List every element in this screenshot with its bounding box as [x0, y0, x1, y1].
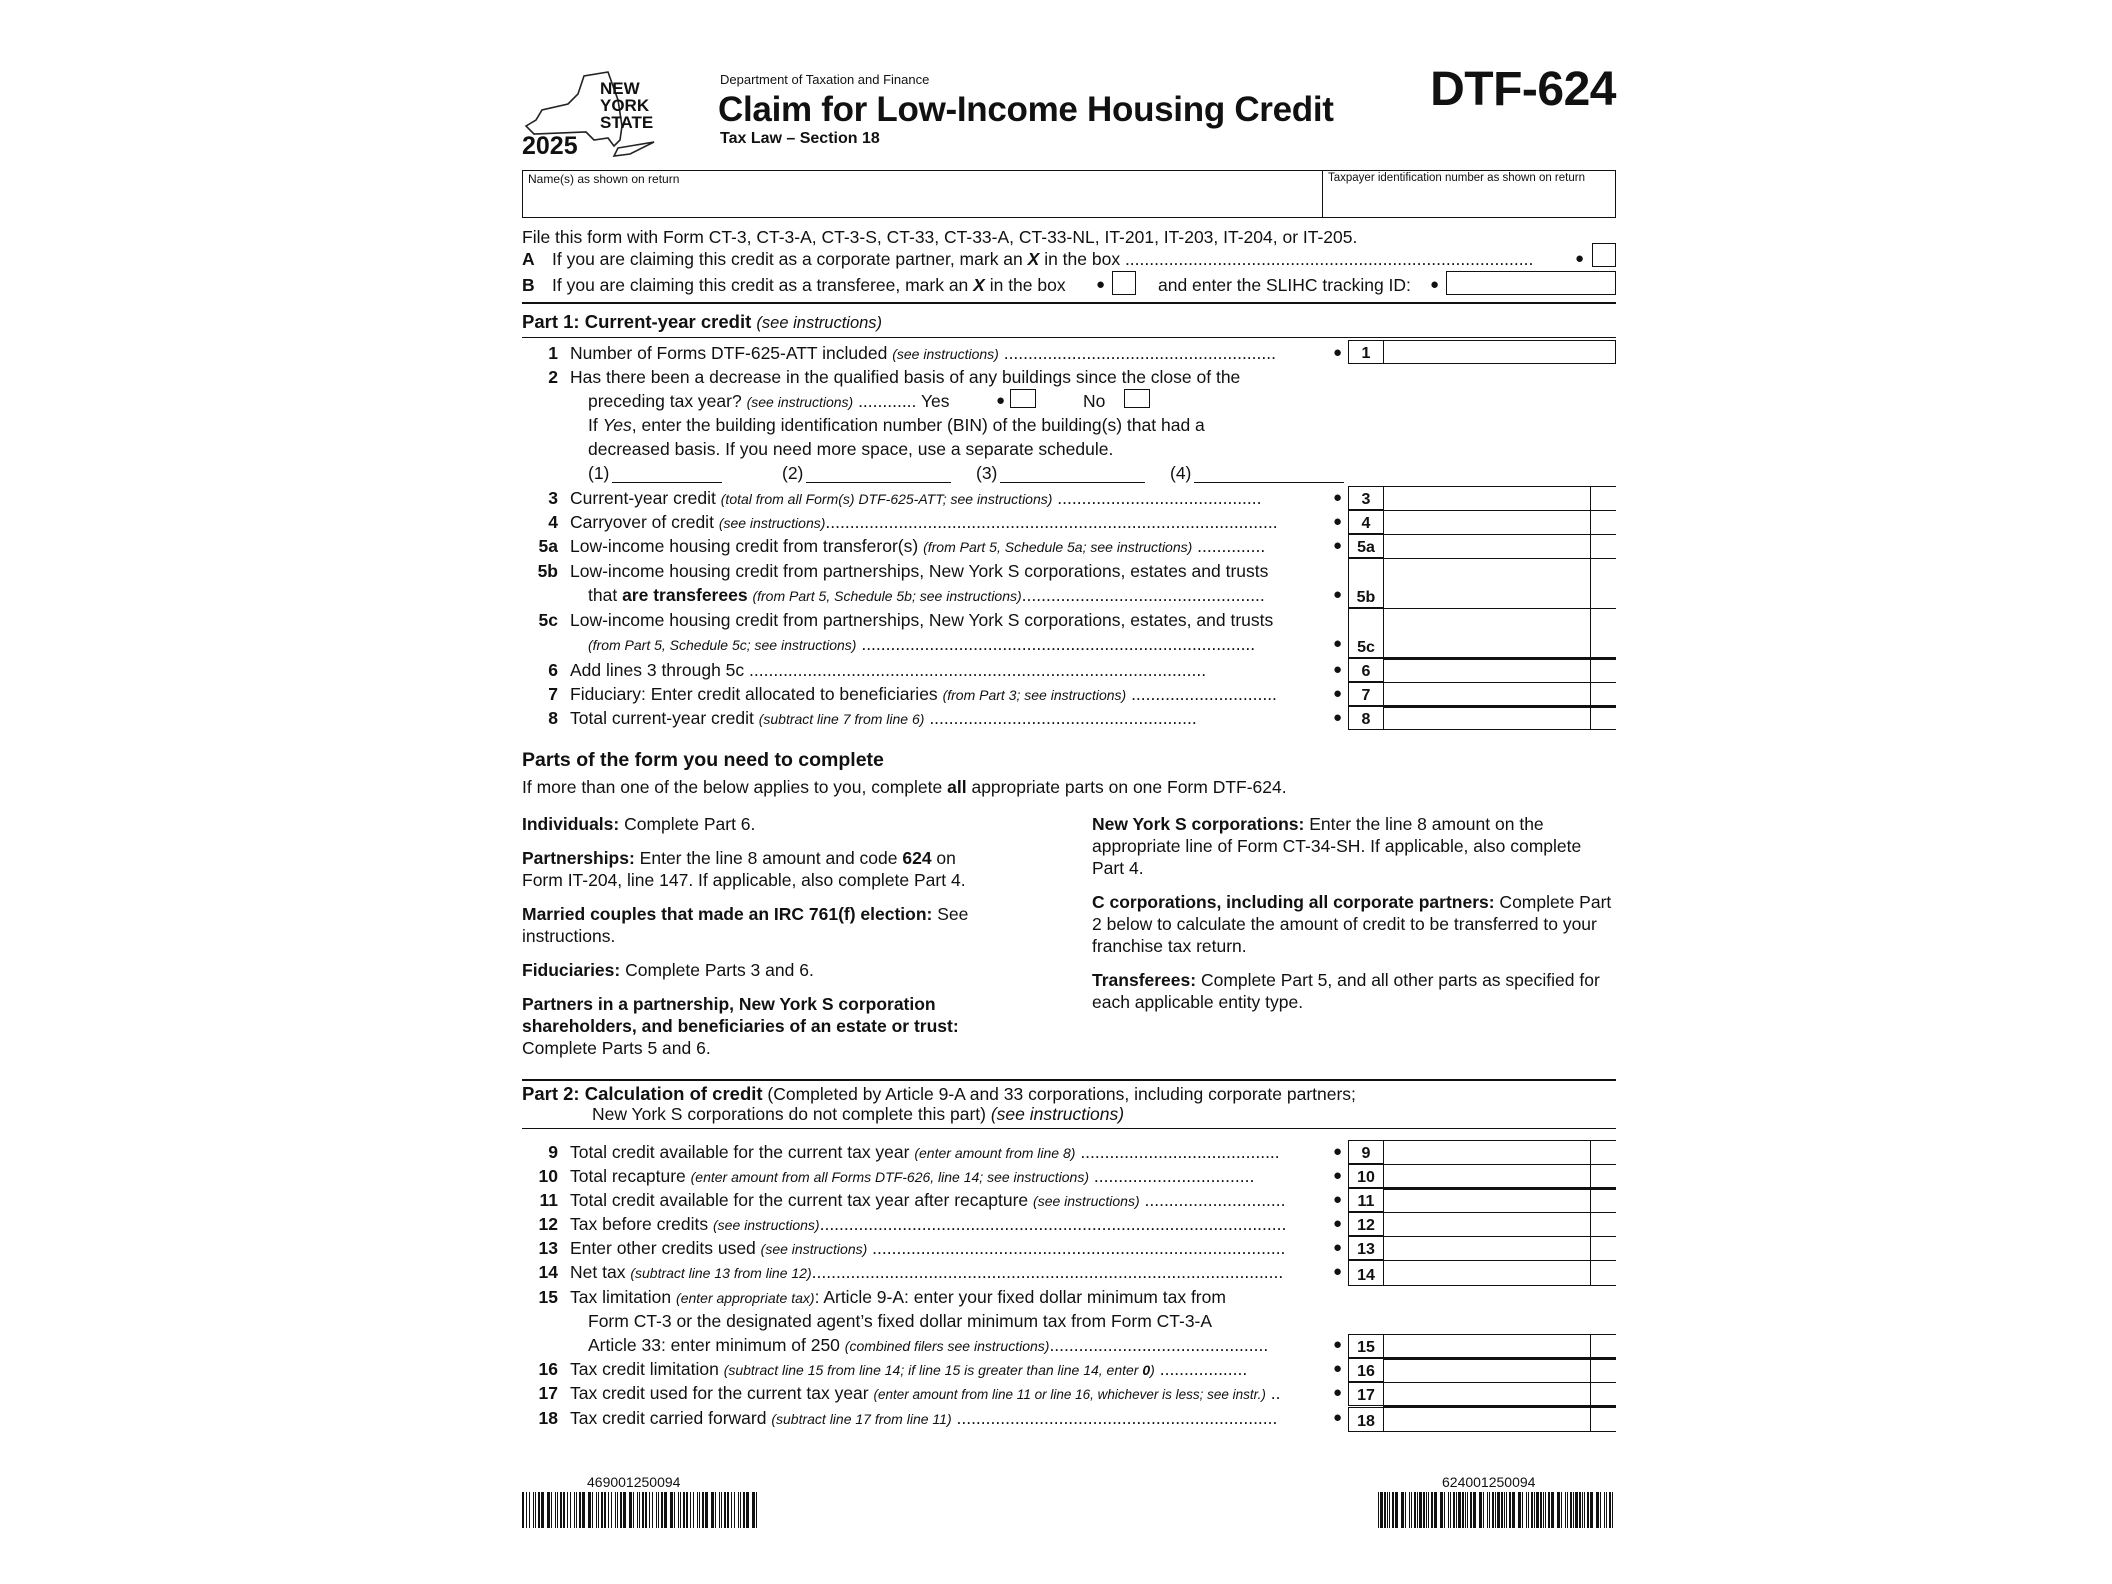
guide-individuals: Individuals: Complete Part 6.	[522, 814, 756, 834]
guide-c-corporations: C corporations, including all corporate partners: Complete Part 2 below to calculate the amount of credit to be transferred to your franchise tax return.	[1092, 892, 1612, 956]
line-5b-text-2: that are transferees (from Part 5, Schedule 5b; see instructions)..................................................	[588, 585, 1265, 605]
line-5b-box-label: 5b	[1348, 558, 1384, 608]
line-5c-box-label: 5c	[1348, 608, 1384, 658]
line-1-box-label: 1	[1348, 340, 1384, 364]
line-15-box-label: 15	[1348, 1334, 1384, 1358]
line-2-bin-schedule-note: decreased basis. If you need more space, use a separate schedule.	[588, 439, 1114, 459]
line-16-num: 16	[538, 1359, 558, 1379]
barcode-right	[1378, 1492, 1616, 1528]
tin-field[interactable]	[1326, 186, 1612, 216]
line-8-box-label: 8	[1348, 706, 1384, 730]
line-13-box-label: 13	[1348, 1236, 1384, 1260]
parts-guide-title: Parts of the form you need to complete	[522, 749, 884, 771]
line-12-text: Tax before credits (see instructions)................................................................................................	[570, 1214, 1287, 1234]
line-15-input[interactable]	[1384, 1334, 1590, 1358]
line-5b-num: 5b	[537, 561, 558, 581]
line-8-text: Total current-year credit (subtract line 7 from line 6) .......................................................	[570, 708, 1197, 728]
line-4-input[interactable]	[1384, 510, 1590, 534]
line-17-text: Tax credit used for the current tax year (enter amount from line 11 or line 16, whichever is less; see instr.) ..	[570, 1383, 1281, 1403]
line-3-num: 3	[548, 488, 558, 508]
line-17-input[interactable]	[1384, 1382, 1590, 1406]
line-5a-input[interactable]	[1384, 534, 1590, 558]
name-label: Name(s) as shown on return	[528, 172, 680, 186]
bin-4-line[interactable]	[1194, 482, 1344, 483]
decrease-yes-checkbox[interactable]	[1010, 389, 1036, 408]
line-14-text: Net tax (subtract line 13 from line 12).................................................................................................	[570, 1262, 1284, 1282]
line-18-text: Tax credit carried forward (subtract line 17 from line 11) ..................................................................	[570, 1408, 1278, 1428]
line-3-box-label: 3	[1348, 486, 1384, 510]
line-13-input[interactable]	[1384, 1236, 1590, 1260]
tin-label: Taxpayer identification number as shown on return	[1328, 172, 1585, 184]
line-15-text-3: Article 33: enter minimum of 250 (combined filers see instructions).............................................	[588, 1335, 1269, 1355]
line-10-box-label: 10	[1348, 1164, 1384, 1188]
name-field[interactable]	[526, 186, 1318, 216]
line-6-text: Add lines 3 through 5c ..............................................................................................	[570, 660, 1207, 680]
line-6-input[interactable]	[1384, 658, 1590, 682]
part1-title: Part 1: Current-year credit (see instructions)	[522, 311, 883, 332]
line-5a-box-label: 5a	[1348, 534, 1384, 558]
bin-1-line[interactable]	[612, 482, 722, 483]
line-15-num: 15	[538, 1287, 558, 1307]
barcode-left	[522, 1492, 760, 1528]
line-12-input[interactable]	[1384, 1212, 1590, 1236]
line-4-text: Carryover of credit (see instructions).............................................................................................	[570, 512, 1278, 532]
form-page: NEW YORK STATE 2025 Department of Taxation and Finance Claim for Low-Income Housing Credit Tax Law – Section 18 DTF-624 Name(s) as shown on return Taxpayer identification number as shown on return File this form with Form CT-3, CT-3-A, CT-3-S, CT-33, CT-33-A, CT-33-NL, IT-201, IT-203, IT-204, or IT-205. A If you are claiming this credit as a corporate partner, mark an X in the box .................................................................................... ● B If you are claiming this credit as a transferee, mark an X in the box ● and enter the SLIHC tracking ID: ● Part 1: Current-year credit (see instructions) 1 Number of Forms DTF-625-ATT included (see instructions) ........................................................ ● 1 2 Has there been a decrease in the qualified basis of any buildings since the close of the preceding tax year? (see instructions) ............ Yes ● No If Yes, enter the building identification number (BIN) of the building(s) that had a decreased basis. If you need more space, use a separate schedule. (1) (2) (3) (4) 3 Current-year credit (total from all Form(s) DTF-625-ATT; see instructions) .......................................... ● 3 4 Carryover of credit (see instructions)............................................................................................. ● 4 5a Low-income housing credit from transferor(s) (from Part 5, Schedule 5a; see instructions) .............. ● 5a 5b Low-income housing credit from partnerships, New York S corporations, estates and trusts that are transferees (from Part 5, Schedule 5b; see instructions).................................................. ● 5b 5c Low-income housing credit from partnerships, New York S corporations, estates, and trusts (from Part 5, Schedule 5c; see instructions) ................................................................................. ● 5c 6 Add lines 3 through 5c .............................................................................................. ● 6 7 Fiduciary: Enter credit allocated to beneficiaries (from Part 3; see instructions) .............................. ● 7 8 Total current-year credit (subtract line 7 from line 6) ....................................................... ● 8 Parts of the form you need to complete If more than one of the below applies to you, complete all appropriate parts on one Form DTF-624. Individuals: Complete Part 6. Partnerships: Enter the line 8 amount and code 624 on Form IT-204, line 147. If applicable, also complete Part 4. Married couples that made an IRC 761(f) election: See instructions. Fiduciaries: Complete Parts 3 and 6. Partners in a partnership, New York S corporation shareholders, and beneficiaries of an estate or trust: Complete Parts 5 and 6. New York S corporations: Enter the line 8 amount on the appropriate line of Form CT-34-SH. If applicable, also complete Part 4. C corporations, including all corporate partners: Complete Part 2 below to calculate the amount of credit to be transferred to your franchise tax return. Transferees: Complete Part 5, and all other parts as specified for each applicable entity type. Part 2: Calculation of credit (Completed by Article 9-A and 33 corporations, including corporate partners; New York S corporations do not complete this part) (see instructions) 9 Total credit available for the current tax year (enter amount from line 8) ......................................... ● 9 10 Total recapture (enter amount from all Forms DTF-626, line 14; see instructions) ................................. ● 10 11 Total credit available for the current tax year after recapture (see instructions) ............................. ● 11 12 Tax before credits (see instructions)................................................................................................ ● 12 13 Enter other credits used (see instructions) ..................................................................................... ● 13 14 Net tax (subtract line 13 from line 12)................................................................................................. ● 14 15 Tax limitation (enter appropriate tax): Article 9-A: enter your fixed dollar minimum tax from Form CT-3 or the designated agent’s fixed dollar minimum tax from Form CT-3-A Article 33: enter minimum of 250 (combined filers see instructions)............................................. ● 15 16 Tax credit limitation (subtract line 15 from line 14; if line 15 is greater than line 14, enter 0) .................. ● 16 17 Tax credit used for the current tax year (enter amount from line 11 or line 16, whichever is less; see instr.) .. ● 17 18 Tax credit carried forward (subtract line 17 from line 11) .................................................................. ● 18 469001250094 624001250094	[522, 0, 1616, 1584]
line-2-bin-instruction: If Yes, enter the building identification number (BIN) of the building(s) that had a	[588, 415, 1205, 435]
line-b-letter: B	[522, 275, 535, 295]
slihc-tracking-id-input[interactable]	[1446, 271, 1616, 295]
line-16-input[interactable]	[1384, 1358, 1590, 1382]
line-14-num: 14	[538, 1262, 558, 1282]
line-10-num: 10	[538, 1166, 558, 1186]
line-7-text: Fiduciary: Enter credit allocated to beneficiaries (from Part 3; see instructions) ..............................	[570, 684, 1277, 704]
form-subtitle: Tax Law – Section 18	[720, 130, 880, 147]
line-7-num: 7	[548, 684, 558, 704]
line-b-text: If you are claiming this credit as a transferee, mark an X in the box	[552, 275, 1066, 295]
guide-partnerships: Partnerships: Enter the line 8 amount and code 624 on Form IT-204, line 147. If applicable, also complete Part 4.	[522, 848, 966, 890]
line-11-text: Total credit available for the current tax year after recapture (see instructions) .............................	[570, 1190, 1286, 1210]
line-12-num: 12	[538, 1214, 558, 1234]
line-11-num: 11	[539, 1190, 558, 1210]
decrease-no-label: No	[1083, 391, 1106, 411]
guide-married-couples: Married couples that made an IRC 761(f) election: See instructions.	[522, 904, 969, 946]
line-5c-num: 5c	[538, 610, 558, 630]
line-13-num: 13	[538, 1238, 558, 1258]
guide-transferees: Transferees: Complete Part 5, and all other parts as specified for each applicable entity type.	[1092, 970, 1600, 1012]
line-13-text: Enter other credits used (see instructions) .....................................................................................	[570, 1238, 1286, 1258]
filing-instruction: File this form with Form CT-3, CT-3-A, CT-3-S, CT-33, CT-33-A, CT-33-NL, IT-201, IT-203, IT-204, or IT-205.	[522, 227, 1358, 247]
line-11-input[interactable]	[1384, 1188, 1590, 1212]
form-id: DTF-624	[1430, 63, 1616, 116]
bin-1-label: (1)	[588, 463, 610, 483]
part2-title-line2: New York S corporations do not complete this part) (see instructions)	[592, 1104, 1125, 1124]
bin-2-label: (2)	[782, 463, 804, 483]
line-17-num: 17	[538, 1383, 558, 1403]
line-2-question: preceding tax year? (see instructions) ............ Yes	[588, 391, 950, 411]
transferee-checkbox[interactable]	[1112, 271, 1136, 295]
line-1-input[interactable]	[1383, 340, 1616, 364]
line-14-input[interactable]	[1384, 1260, 1590, 1286]
line-5b-text: Low-income housing credit from partnerships, New York S corporations, estates and trusts	[570, 561, 1269, 581]
line-5b-input[interactable]	[1384, 558, 1590, 608]
line-18-input[interactable]	[1384, 1407, 1590, 1432]
line-5c-text: Low-income housing credit from partnerships, New York S corporations, estates, and trusts	[570, 610, 1274, 630]
line-9-num: 9	[548, 1142, 558, 1162]
line-8-input[interactable]	[1384, 706, 1590, 730]
guide-fiduciaries: Fiduciaries: Complete Parts 3 and 6.	[522, 960, 814, 980]
form-year: 2025	[522, 132, 578, 160]
line-10-input[interactable]	[1384, 1164, 1590, 1188]
line-a-letter: A	[522, 249, 535, 269]
part2-title: Part 2: Calculation of credit (Completed by Article 9-A and 33 corporations, including corporate partners;	[522, 1083, 1356, 1104]
line-14-box-label: 14	[1348, 1260, 1384, 1286]
line-6-num: 6	[548, 660, 558, 680]
line-3-input[interactable]	[1384, 486, 1590, 510]
line-16-text: Tax credit limitation (subtract line 15 from line 14; if line 15 is greater than line 14, enter 0) ..................	[570, 1359, 1248, 1379]
line-5a-text: Low-income housing credit from transferor(s) (from Part 5, Schedule 5a; see instructions) ..............	[570, 536, 1266, 556]
line-9-text: Total credit available for the current tax year (enter amount from line 8) .........................................	[570, 1142, 1280, 1162]
line-12-box-label: 12	[1348, 1212, 1384, 1236]
parts-guide-intro: If more than one of the below applies to you, complete all appropriate parts on one Form DTF-624.	[522, 777, 1287, 797]
line-a-text: If you are claiming this credit as a corporate partner, mark an X in the box ....................................................................................	[552, 249, 1534, 269]
line-5a-num: 5a	[538, 536, 558, 556]
line-4-box-label: 4	[1348, 510, 1384, 534]
line-11-box-label: 11	[1348, 1188, 1384, 1212]
line-15-text-2: Form CT-3 or the designated agent’s fixed dollar minimum tax from Form CT-3-A	[588, 1311, 1213, 1331]
line-7-input[interactable]	[1384, 682, 1590, 706]
line-2-text: Has there been a decrease in the qualified basis of any buildings since the close of the	[570, 367, 1241, 387]
line-6-box-label: 6	[1348, 658, 1384, 682]
line-2-num: 2	[548, 367, 558, 387]
line-9-box-label: 9	[1348, 1140, 1384, 1164]
line-7-box-label: 7	[1348, 682, 1384, 706]
line-8-num: 8	[548, 708, 558, 728]
line-4-num: 4	[548, 512, 558, 532]
corporate-partner-checkbox[interactable]	[1592, 243, 1616, 267]
bin-4-label: (4)	[1170, 463, 1192, 483]
form-title: Claim for Low-Income Housing Credit	[718, 90, 1334, 129]
bin-2-line[interactable]	[806, 482, 951, 483]
line-3-text: Current-year credit (total from all Form(s) DTF-625-ATT; see instructions) ..........................................	[570, 488, 1262, 508]
line-1-text: Number of Forms DTF-625-ATT included (see instructions) ........................................................	[570, 343, 1276, 363]
line-18-box-label: 18	[1348, 1407, 1384, 1432]
line-10-text: Total recapture (enter amount from all Forms DTF-626, line 14; see instructions) .................................	[570, 1166, 1255, 1186]
slihc-label: and enter the SLIHC tracking ID:	[1158, 275, 1411, 295]
line-5c-input[interactable]	[1384, 608, 1590, 658]
bin-3-line[interactable]	[1000, 482, 1145, 483]
department-name: Department of Taxation and Finance	[720, 72, 930, 87]
decrease-no-checkbox[interactable]	[1124, 389, 1150, 408]
line-5c-text-2: (from Part 5, Schedule 5c; see instructions) .................................................................................	[588, 634, 1256, 654]
line-1-num: 1	[548, 343, 558, 363]
line-15-text: Tax limitation (enter appropriate tax): Article 9-A: enter your fixed dollar minimum tax from	[570, 1287, 1226, 1307]
guide-ny-s-corporations: New York S corporations: Enter the line 8 amount on the appropriate line of Form CT-34-SH. If applicable, also complete Part 4.	[1092, 814, 1582, 878]
line-16-box-label: 16	[1348, 1358, 1384, 1382]
line-9-input[interactable]	[1384, 1140, 1590, 1164]
bin-3-label: (3)	[976, 463, 998, 483]
logo-text: NEW YORK STATE	[600, 79, 654, 132]
line-17-box-label: 17	[1348, 1382, 1384, 1406]
guide-partners: Partners in a partnership, New York S corporation shareholders, and beneficiaries of an estate or trust: Complete Parts 5 and 6.	[522, 994, 959, 1058]
barcode-left-number: 469001250094	[587, 1474, 681, 1490]
barcode-right-number: 624001250094	[1442, 1474, 1536, 1490]
line-18-num: 18	[538, 1408, 558, 1428]
